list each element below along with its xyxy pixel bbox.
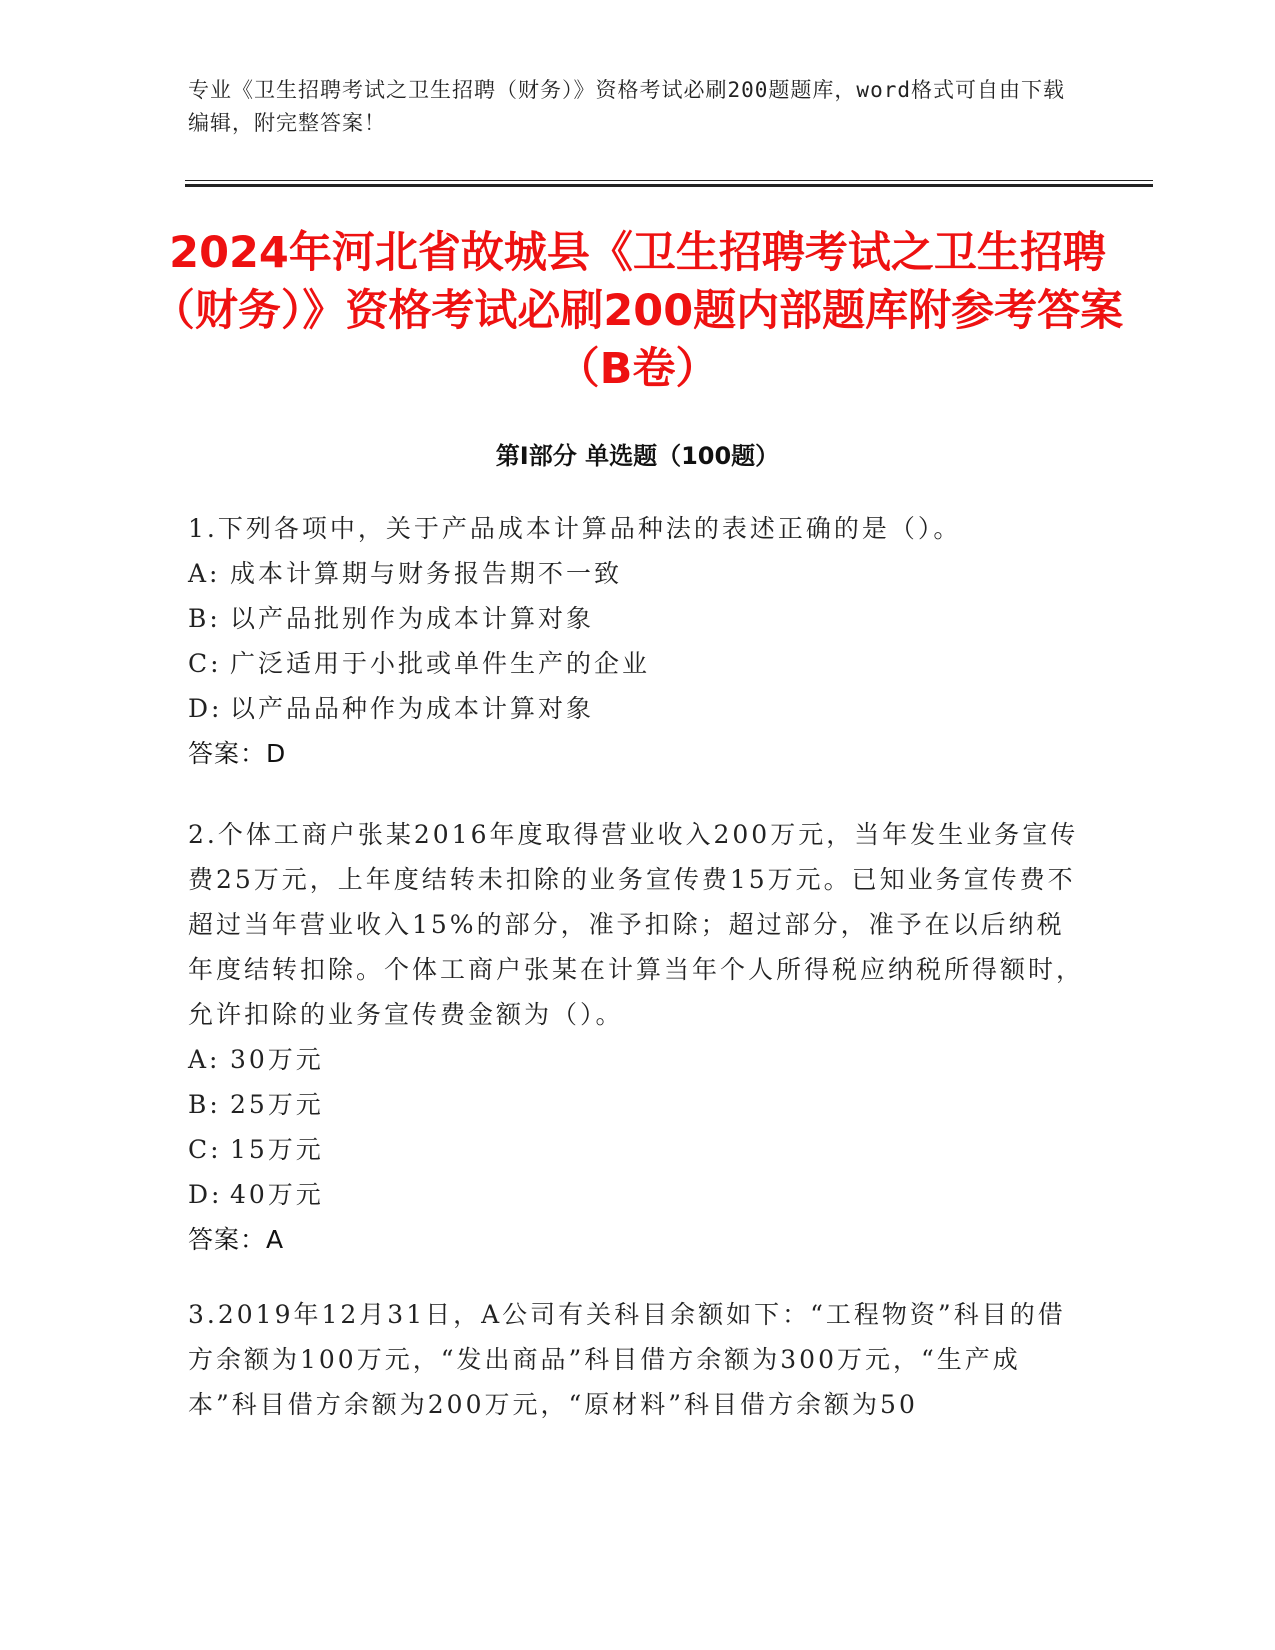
- option-a: [188, 551, 1088, 596]
- header-rule-thick: [185, 184, 1153, 187]
- question-stem: 1.下列各项中，关于产品成本计算品种法的表述正确的是（）。: [188, 514, 962, 543]
- option-text: 以产品批别作为成本计算对象: [230, 604, 595, 633]
- section-heading: 第Ⅰ部分 单选题（100题）: [495, 442, 780, 470]
- document-title: 2024年河北省故城县《卫生招聘考试之卫生招聘（财务）》资格考试必刷200题内部题库附参考答案（B卷）: [151, 228, 1124, 394]
- option-text: 15万元: [230, 1135, 324, 1164]
- option-key: B:: [188, 1090, 221, 1119]
- option-d: [188, 1172, 1088, 1217]
- option-b: [188, 596, 1088, 641]
- option-key: C:: [188, 1135, 222, 1164]
- question-2: [188, 812, 1088, 1262]
- question-3: [188, 1292, 1088, 1427]
- option-text: 40万元: [230, 1180, 324, 1209]
- option-d: [188, 686, 1088, 731]
- option-text: 以产品品种作为成本计算对象: [230, 694, 595, 723]
- option-key: D:: [188, 694, 223, 723]
- question-stem: 3.2019年12月31日，A公司有关科目余额如下：“工程物资”科目的借方余额为100万元，“发出商品”科目借方余额为300万元，“生产成本”科目借方余额为200万元，“原材料”科目借方余额为50: [188, 1300, 1066, 1419]
- answer: 答案：A: [188, 1225, 285, 1254]
- option-b: [188, 1082, 1088, 1127]
- option-a: [188, 1037, 1088, 1082]
- option-text: 30万元: [230, 1045, 324, 1074]
- option-text: 25万元: [230, 1090, 324, 1119]
- option-text: 成本计算期与财务报告期不一致: [230, 559, 623, 588]
- option-key: A:: [188, 1045, 221, 1074]
- header-rule-thin: [185, 180, 1153, 181]
- option-key: D:: [188, 1180, 223, 1209]
- option-text: 广泛适用于小批或单件生产的企业: [230, 649, 651, 678]
- option-key: A:: [188, 559, 221, 588]
- question-stem: 2.个体工商户张某2016年度取得营业收入200万元，当年发生业务宣传费25万元，上年度结转未扣除的业务宣传费15万元。已知业务宣传费不超过当年营业收入15%的部分，准予扣除；超过部分，准予在以后纳税年度结转扣除。个体工商户张某在计算当年个人所得税应纳税所得额时，允许扣除的业务宣传费金额为（）。: [188, 820, 1085, 1029]
- option-c: [188, 641, 1088, 686]
- answer: 答案：D: [188, 739, 287, 768]
- option-key: C:: [188, 649, 222, 678]
- option-c: [188, 1127, 1088, 1172]
- option-key: B:: [188, 604, 221, 633]
- header-note: 专业《卫生招聘考试之卫生招聘（财务）》资格考试必刷200题题库，word格式可自由下载编辑，附完整答案！: [188, 78, 1065, 135]
- question-1: [188, 506, 1088, 776]
